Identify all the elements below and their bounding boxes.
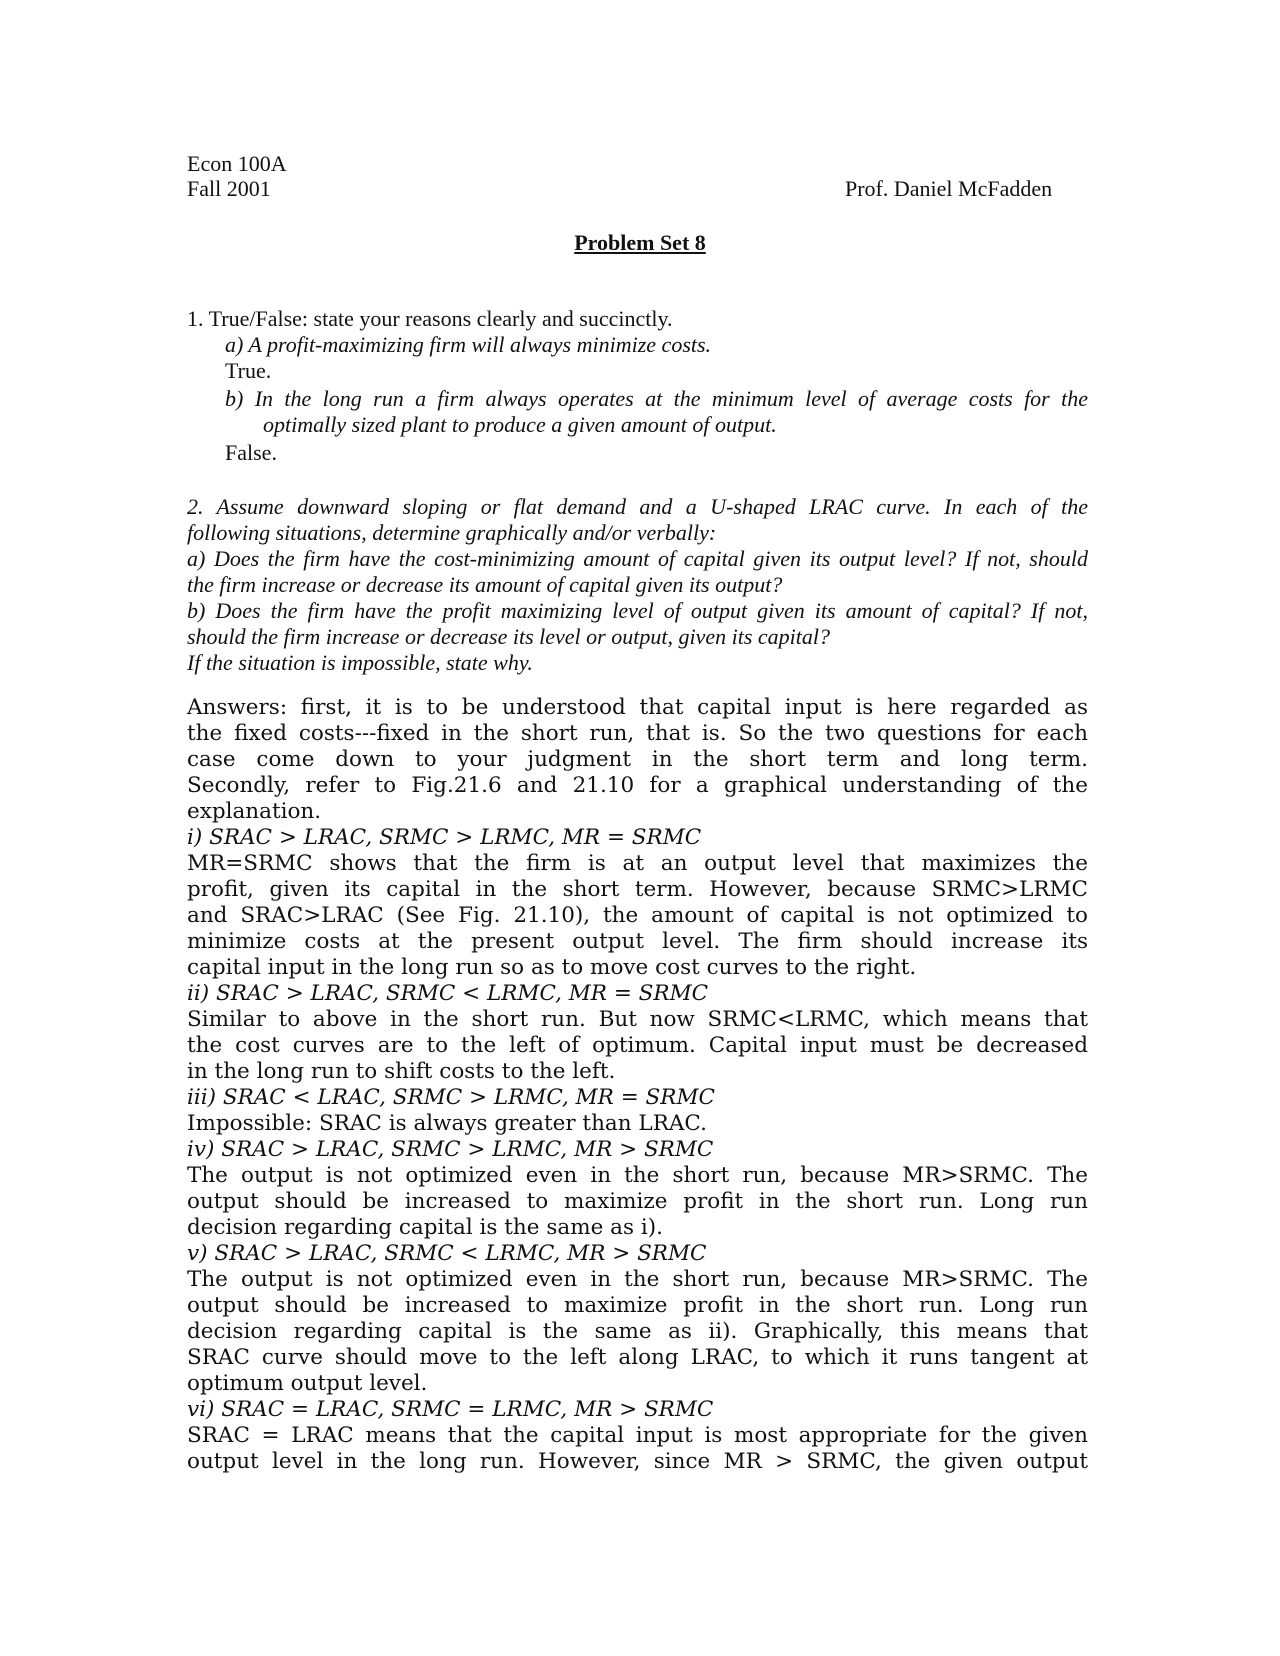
question-2-line: b) Does the firm have the profit maximizing level of output given its amount of capital? If not,	[187, 598, 1088, 623]
term: Fall 2001	[187, 176, 271, 201]
answers-intro-line: Answers: first, it is to be understood that capital input is here regarded as	[187, 695, 1088, 720]
question-1-intro: 1. True/False: state your reasons clearly and succinctly.	[187, 306, 673, 331]
case-1-heading: i) SRAC > LRAC, SRMC > LRMC, MR = SRMC	[187, 825, 702, 850]
answers-intro-line: Secondly, refer to Fig.21.6 and 21.10 for a graphical understanding of the	[187, 773, 1088, 798]
case-6-heading: vi) SRAC = LRAC, SRMC = LRMC, MR > SRMC	[187, 1397, 714, 1422]
case-3-heading: iii) SRAC < LRAC, SRMC > LRMC, MR = SRMC	[187, 1085, 715, 1110]
case-5-line: decision regarding capital is the same as ii). Graphically, this means that	[187, 1319, 1088, 1344]
case-5-line: output should be increased to maximize profit in the short run. Long run	[187, 1293, 1088, 1318]
case-1-line: and SRAC>LRAC (See Fig. 21.10), the amount of capital is not optimized to	[187, 903, 1088, 928]
question-1b-line-1: b) In the long run a firm always operates at the minimum level of average costs for the	[225, 386, 1088, 411]
answers-intro-line: explanation.	[187, 799, 322, 824]
question-2-line: following situations, determine graphically and/or verbally:	[187, 520, 717, 545]
case-5-line: optimum output level.	[187, 1371, 428, 1396]
answer-1b: False.	[225, 440, 277, 465]
question-2-line: If the situation is impossible, state why.	[187, 650, 533, 675]
question-2-line: a) Does the firm have the cost-minimizing amount of capital given its output level? If not, should	[187, 546, 1088, 571]
case-4-line: The output is not optimized even in the short run, because MR>SRMC. The	[187, 1163, 1088, 1188]
case-2-heading: ii) SRAC > LRAC, SRMC < LRMC, MR = SRMC	[187, 981, 709, 1006]
question-2-line: should the firm increase or decrease its level or output, given its capital?	[187, 624, 830, 649]
answer-1a: True.	[225, 358, 272, 383]
course-name: Econ 100A	[187, 151, 287, 176]
professor-name: Prof. Daniel McFadden	[845, 176, 1053, 201]
case-5-heading: v) SRAC > LRAC, SRMC < LRMC, MR > SRMC	[187, 1241, 707, 1266]
case-6-line: output level in the long run. However, since MR > SRMC, the given output	[187, 1449, 1088, 1474]
case-1-line: profit, given its capital in the short term. However, because SRMC>LRMC	[187, 877, 1088, 902]
answers-intro-line: case come down to your judgment in the short term and long term.	[187, 747, 1088, 772]
question-1a: a) A profit-maximizing firm will always minimize costs.	[225, 332, 712, 357]
case-3-line: Impossible: SRAC is always greater than LRAC.	[187, 1111, 707, 1136]
case-1-line: MR=SRMC shows that the firm is at an output level that maximizes the	[187, 851, 1088, 876]
question-2-line: the firm increase or decrease its amount of capital given its output?	[187, 572, 783, 597]
question-2-line: 2. Assume downward sloping or flat demand and a U-shaped LRAC curve. In each of the	[187, 494, 1088, 519]
case-2-line: the cost curves are to the left of optimum. Capital input must be decreased	[187, 1033, 1088, 1058]
case-2-line: Similar to above in the short run. But now SRMC<LRMC, which means that	[187, 1007, 1088, 1032]
case-1-line: capital input in the long run so as to move cost curves to the right.	[187, 955, 917, 980]
question-1b-line-2: optimally sized plant to produce a given amount of output.	[263, 412, 777, 437]
case-6-line: SRAC = LRAC means that the capital input is most appropriate for the given	[187, 1423, 1088, 1448]
answers-intro-line: the fixed costs---fixed in the short run, that is. So the two questions for each	[187, 721, 1088, 746]
case-1-line: minimize costs at the present output level. The firm should increase its	[187, 929, 1088, 954]
case-5-line: SRAC curve should move to the left along LRAC, to which it runs tangent at	[187, 1345, 1088, 1370]
case-2-line: in the long run to shift costs to the left.	[187, 1059, 616, 1084]
case-4-line: decision regarding capital is the same as i).	[187, 1215, 663, 1240]
case-5-line: The output is not optimized even in the short run, because MR>SRMC. The	[187, 1267, 1088, 1292]
case-4-line: output should be increased to maximize profit in the short run. Long run	[187, 1189, 1088, 1214]
page-title: Problem Set 8	[574, 230, 706, 255]
case-4-heading: iv) SRAC > LRAC, SRMC > LRMC, MR > SRMC	[187, 1137, 714, 1162]
